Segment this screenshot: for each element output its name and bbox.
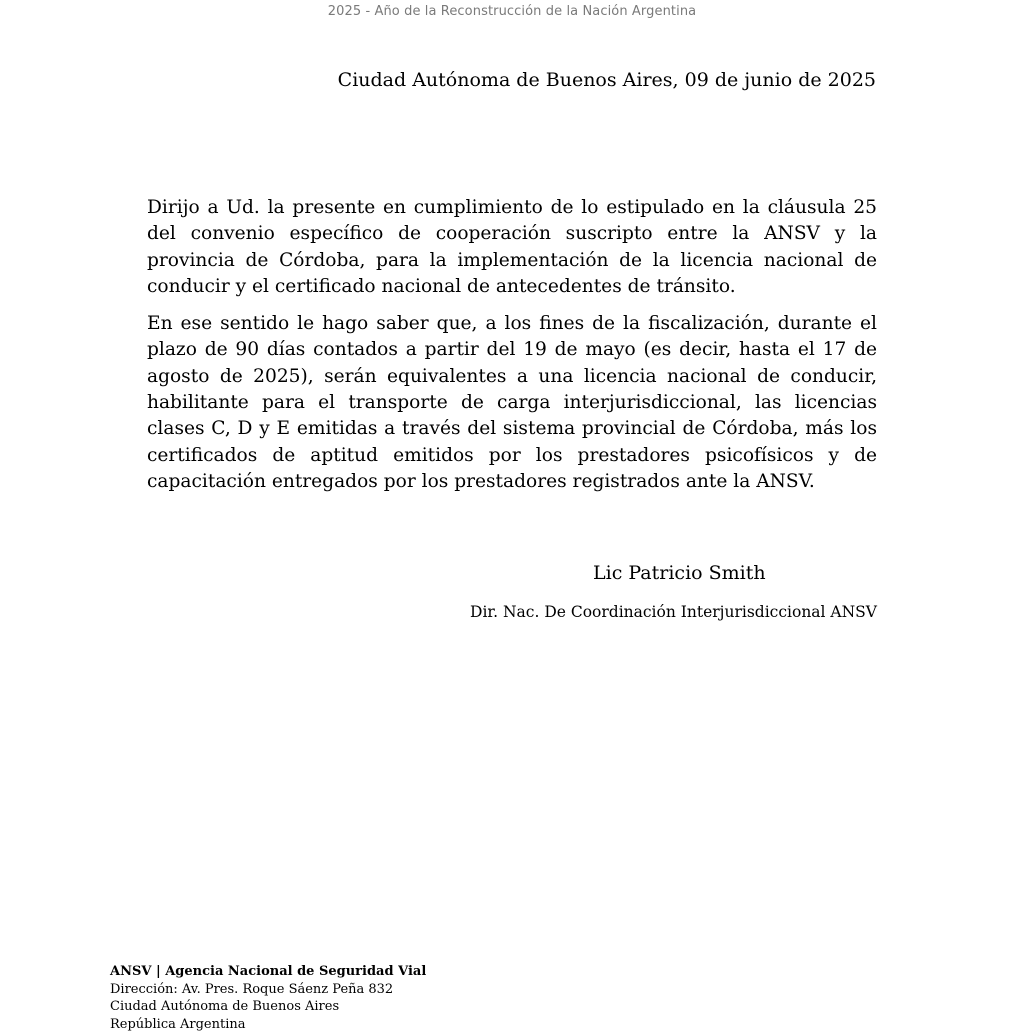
footer-country: República Argentina	[110, 1016, 426, 1033]
signature-title: Dir. Nac. De Coordinación Interjurisdiccional ANSV	[470, 603, 877, 621]
footer-organization: ANSV | Agencia Nacional de Seguridad Vial	[110, 963, 426, 981]
signature-name: Lic Patricio Smith	[593, 562, 766, 584]
header-motto: 2025 - Año de la Reconstrucción de la Nación Argentina	[0, 4, 1024, 19]
footer-city: Ciudad Autónoma de Buenos Aires	[110, 998, 426, 1016]
letter-date: Ciudad Autónoma de Buenos Aires, 09 de junio de 2025	[338, 69, 876, 91]
body-paragraph: Dirijo a Ud. la presente en cumplimiento de lo estipulado en la cláusula 25 del convenio específico de cooperación suscripto entre la ANSV y la provincia de Córdoba, para la implementación de la licencia nacional de conducir y el certificado nacional de antecedentes de tránsito.	[147, 195, 877, 300]
body-paragraph: En ese sentido le hago saber que, a los fines de la fiscalización, durante el plazo de 90 días contados a partir del 19 de mayo (es decir, hasta el 17 de agosto de 2025), serán equivalentes a una licencia nacional de conducir, habilitante para el transporte de carga interjurisdiccional, las licencias clases C, D y E emitidas a través del sistema provincial de Córdoba, más los certificados de aptitud emitidos por los prestadores psicofísicos y de capacitación entregados por los prestadores registrados ante la ANSV.	[147, 311, 877, 495]
footer-contact	[110, 963, 426, 1033]
footer-address: Dirección: Av. Pres. Roque Sáenz Peña 832	[110, 981, 426, 999]
letter-body	[147, 195, 877, 506]
